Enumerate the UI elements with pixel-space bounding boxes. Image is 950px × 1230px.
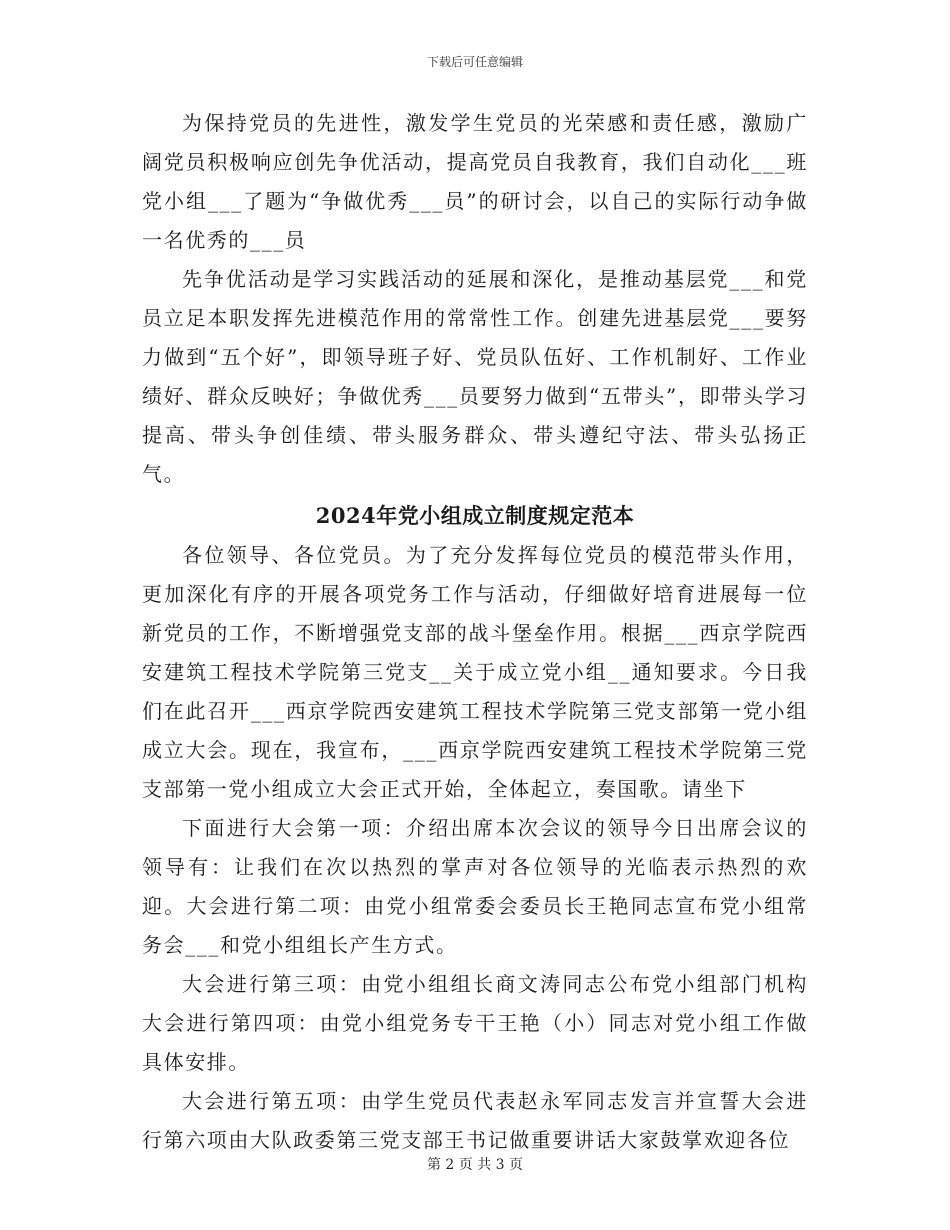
body-paragraph-5: 大会进行第三项：由党小组组长商文涛同志公布党小组部门机构大会进行第四项：由党小组党务专干王艳（小）同志对党小组工作做具体安排。 <box>142 972 808 1074</box>
page-footer: 第 2 页 共 3 页 <box>426 1157 524 1173</box>
body-paragraph-3: 各位领导、各位党员。为了充分发挥每位党员的模范带头作用，更加深化有序的开展各项党务工作与活动，仔细做好培育进展每一位新党员的工作，不断增强党支部的战斗堡垒作用。根据___西京学院西安建筑工程技术学院第三党支__关于成立党小组__通知要求。今日我们在此召开___西京学院西安建筑工程技术学院第三党支部第一党小组成立大会。现在，我宣布，___西京学院西安建筑工程技术学院第三党支部第一党小组成立大会正式开始，全体起立，奏国歌。请坐下 <box>142 543 808 801</box>
body-paragraph-6: 大会进行第五项：由学生党员代表赵永军同志发言并宣誓大会进行第六项由大队政委第三党支部王书记做重要讲话大家鼓掌欢迎各位 <box>142 1089 808 1152</box>
body-paragraph-1: 为保持党员的先进性，激发学生党员的光荣感和责任感，激励广阔党员积极响应创先争优活动，提高党员自我教育，我们自动化___班党小组___了题为“争做优秀___员”的研讨会，以自己的实际行动争做一名优秀的___员 <box>142 111 808 252</box>
body-paragraph-4: 下面进行大会第一项：介绍出席本次会议的领导今日出席会议的领导有：让我们在次以热烈的掌声对各位领导的光临表示热烈的欢迎。大会进行第二项：由党小组常委会委员长王艳同志宣布党小组常务会___和党小组组长产生方式。 <box>142 816 808 957</box>
section-title: 2024年党小组成立制度规定范本 <box>315 503 635 528</box>
document-body <box>142 104 808 1160</box>
header-note: 下载后可任意编辑 <box>426 55 523 69</box>
body-paragraph-2: 先争优活动是学习实践活动的延展和深化，是推动基层党___和党员立足本职发挥先进模范作用的常常性工作。创建先进基层党___要努力做到“五个好”，即领导班子好、党员队伍好、工作机制好、工作业绩好、群众反映好；争做优秀___员要努力做到“五带头”，即带头学习提高、带头争创佳绩、带头服务群众、带头遵纪守法、带头弘扬正气。 <box>142 267 808 486</box>
